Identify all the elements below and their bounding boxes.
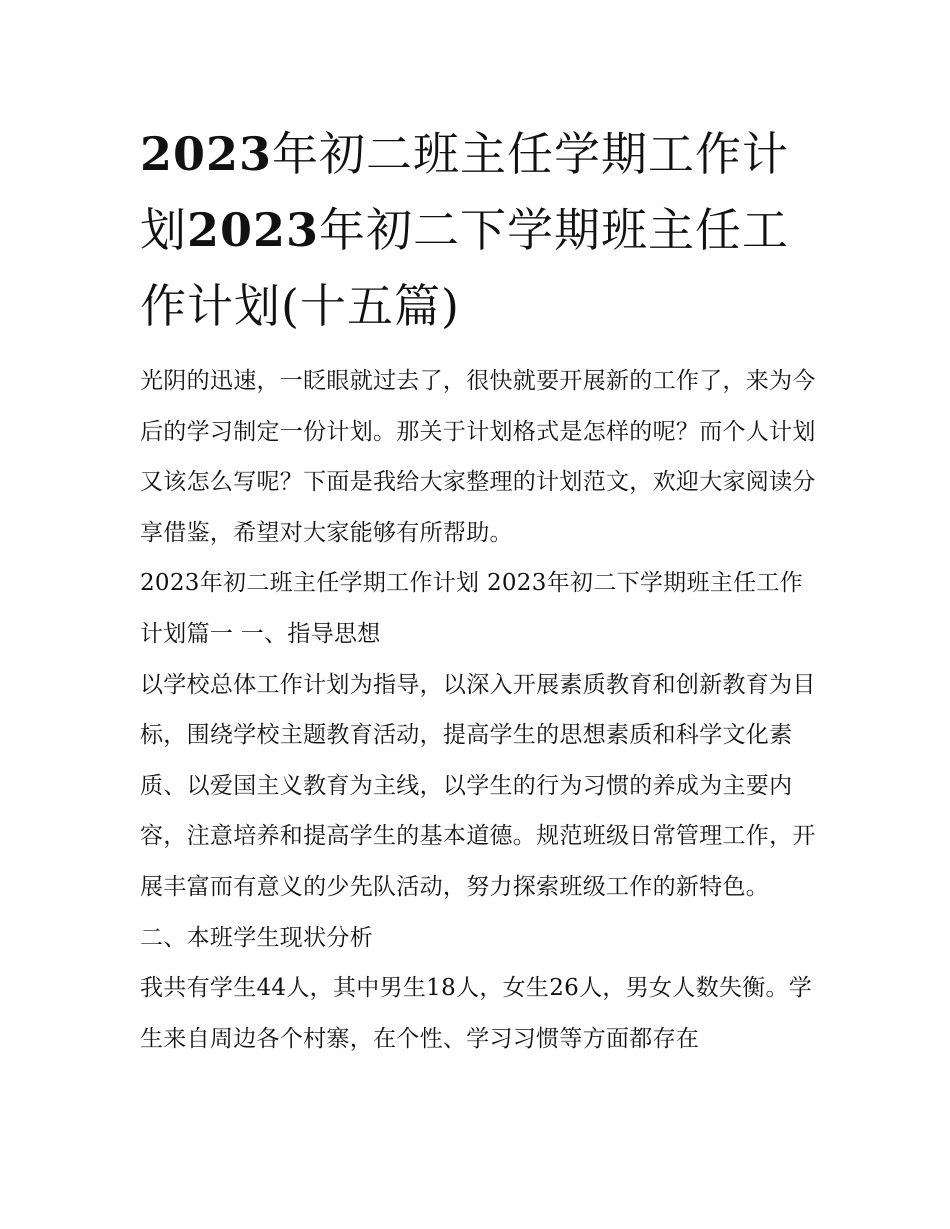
section-heading-student-analysis: 二、本班学生现状分析	[140, 924, 373, 951]
document-page	[140, 116, 820, 1064]
student-analysis-paragraph: 我共有学生44人，其中男生18人，女生26人，男女人数失衡。学生来自周边各个村寨，在个性、学习习惯等方面都存在	[140, 975, 813, 1052]
guiding-idea-paragraph: 以学校总体工作计划为指导，以深入开展素质教育和创新教育为目标，围绕学校主题教育活动，提高学生的思想素质和科学文化素质、以爱国主义教育为主线，以学生的行为习惯的养成为主要内容，注意培养和提高学生的基本道德。规范班级日常管理工作，开展丰富而有意义的少先队活动，努力探索班级工作的新特色。	[140, 671, 816, 900]
intro-paragraph: 光阴的迅速，一眨眼就过去了，很快就要开展新的工作了，来为今后的学习制定一份计划。那关于计划格式是怎样的呢？而个人计划又该怎么写呢？下面是我给大家整理的计划范文，欢迎大家阅读分享借鉴，希望对大家能够有所帮助。	[140, 368, 816, 546]
title-year-2: 2023	[187, 203, 320, 257]
title-text-1: 年初二班主任学期工作计划	[140, 127, 790, 257]
document-title	[140, 116, 820, 344]
title-text-2: 年初二下学期班主任工作计划(十五篇)	[140, 203, 790, 333]
section-heading-guiding-idea: 2023年初二班主任学期工作计划 2023年初二下学期班主任工作计划篇一 一、指导思想	[140, 570, 803, 647]
title-year-1: 2023	[140, 127, 273, 181]
